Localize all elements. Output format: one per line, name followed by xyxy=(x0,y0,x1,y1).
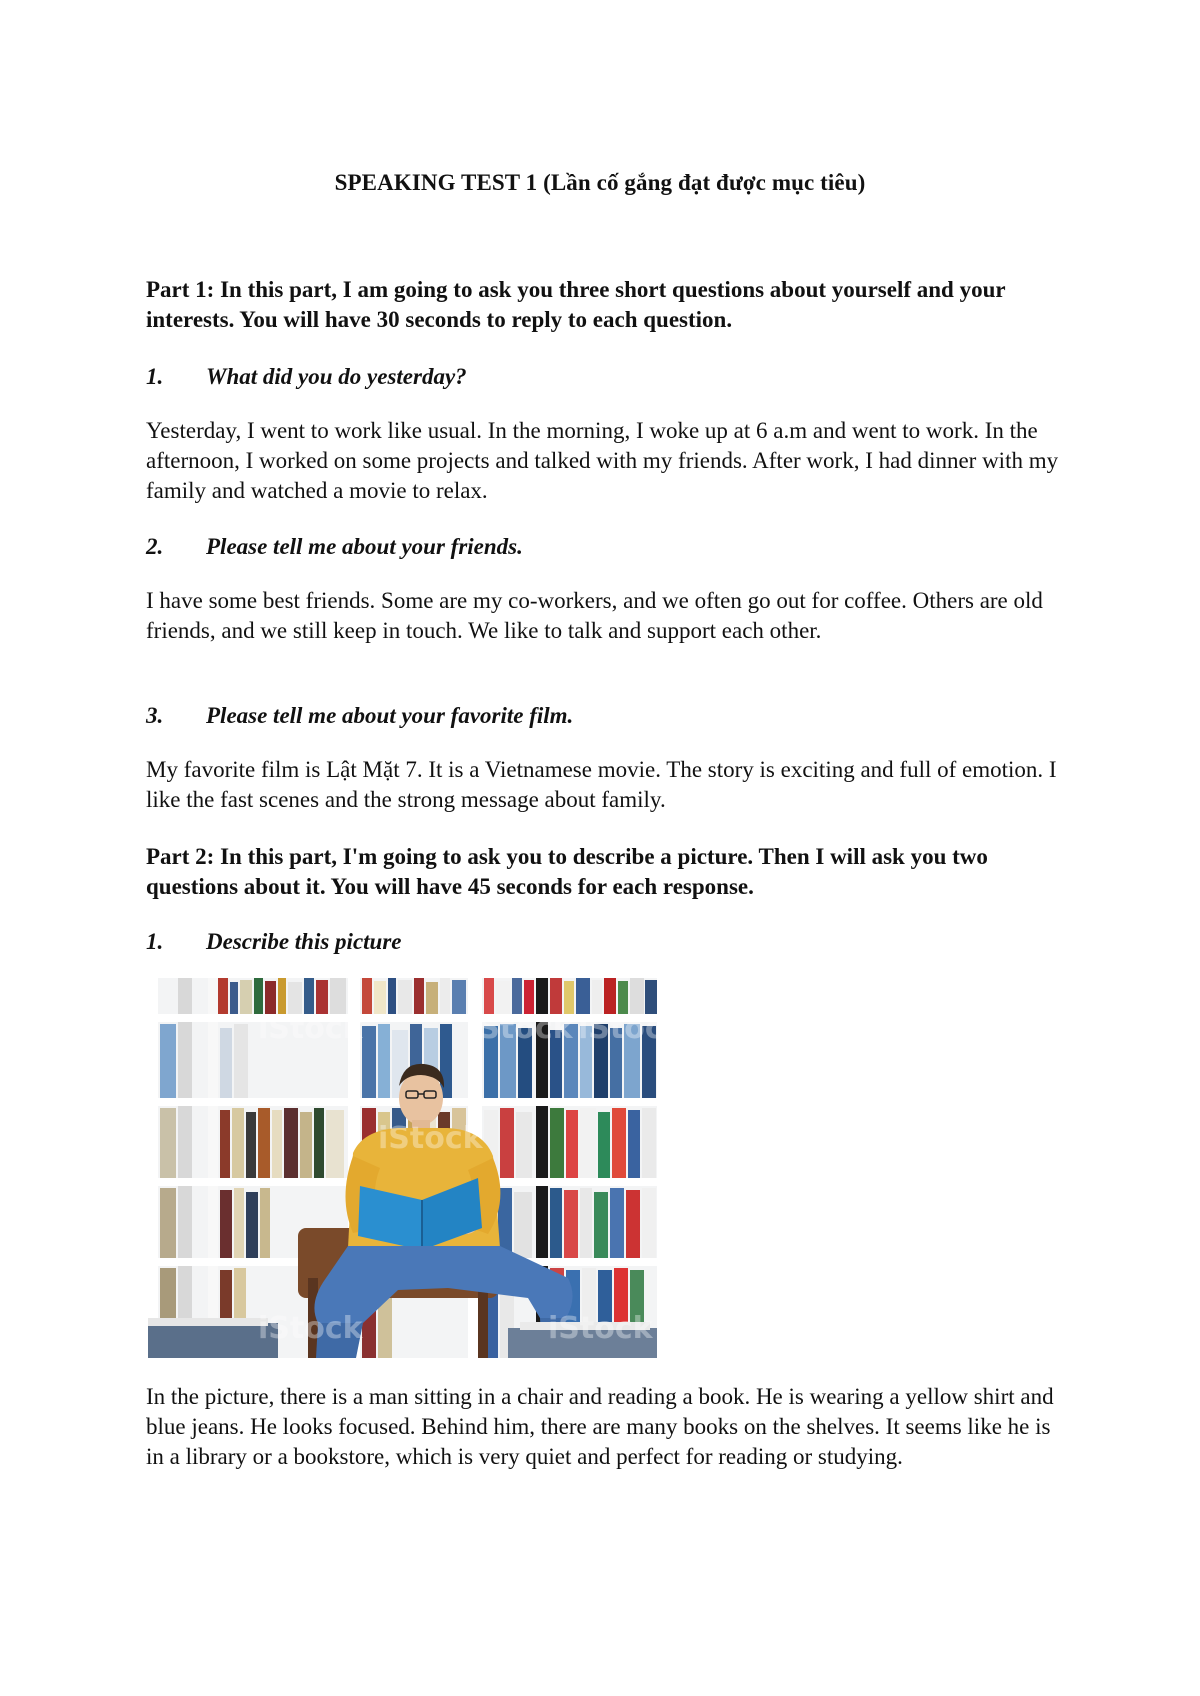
svg-text:iStock: iStock xyxy=(578,1011,683,1046)
part1-answer-2: I have some best friends. Some are my co-workers, and we often go out for coffee. Others are old friends, and we still keep in touch. We like to talk and support each other. xyxy=(146,588,1043,643)
question-text: Please tell me about your friends. xyxy=(206,534,523,559)
part1-heading: Part 1: In this part, I am going to ask you three short questions about yourself and your interests. You will have 30 seconds to reply to each question. xyxy=(146,277,1006,332)
part1-question-3 xyxy=(146,701,1066,731)
page-title: SPEAKING TEST 1 (Lần cố gắng đạt được mục tiêu) xyxy=(334,170,866,195)
part2-heading: Part 2: In this part, I'm going to ask you to describe a picture. Then I will ask you two questions about it. You will have 45 seconds for each response. xyxy=(146,844,988,899)
part2-answer-1: In the picture, there is a man sitting in a chair and reading a book. He is wearing a yellow shirt and blue jeans. He looks focused. Behind him, there are many books on the shelves. It seems like he is in a library or a bookstore, which is very quiet and perfect for reading or studying. xyxy=(146,1384,1054,1469)
svg-text:iStock: iStock xyxy=(548,1311,653,1346)
question-text: Describe this picture xyxy=(206,929,402,954)
part1-answer-3: My favorite film is Lật Mặt 7. It is a Vietnamese movie. The story is exciting and full of emotion. I like the fast scenes and the strong message about family. xyxy=(146,757,1057,812)
question-text: What did you do yesterday? xyxy=(206,364,467,389)
svg-text:iStock: iStock xyxy=(258,1311,363,1346)
svg-text:iStock: iStock xyxy=(468,1011,573,1046)
part1-answer-1: Yesterday, I went to work like usual. In the morning, I woke up at 6 a.m and went to work. In the afternoon, I worked on some projects and talked with my friends. After work, I had dinner with my family and watched a movie to relax. xyxy=(146,418,1059,503)
photo-illustration xyxy=(148,978,683,1358)
question-text: Please tell me about your favorite film. xyxy=(206,703,574,728)
svg-text:iStock: iStock xyxy=(378,1121,483,1156)
question-number: 3. xyxy=(146,703,164,728)
question-number: 1. xyxy=(146,364,164,389)
svg-text:iStock: iStock xyxy=(258,1011,363,1046)
part1-question-1 xyxy=(146,362,1066,392)
part2-question-1 xyxy=(146,927,1066,957)
part1-question-2 xyxy=(146,532,1066,562)
question-number: 1. xyxy=(146,929,164,954)
library-reading-photo xyxy=(148,978,683,1358)
question-number: 2. xyxy=(146,534,164,559)
